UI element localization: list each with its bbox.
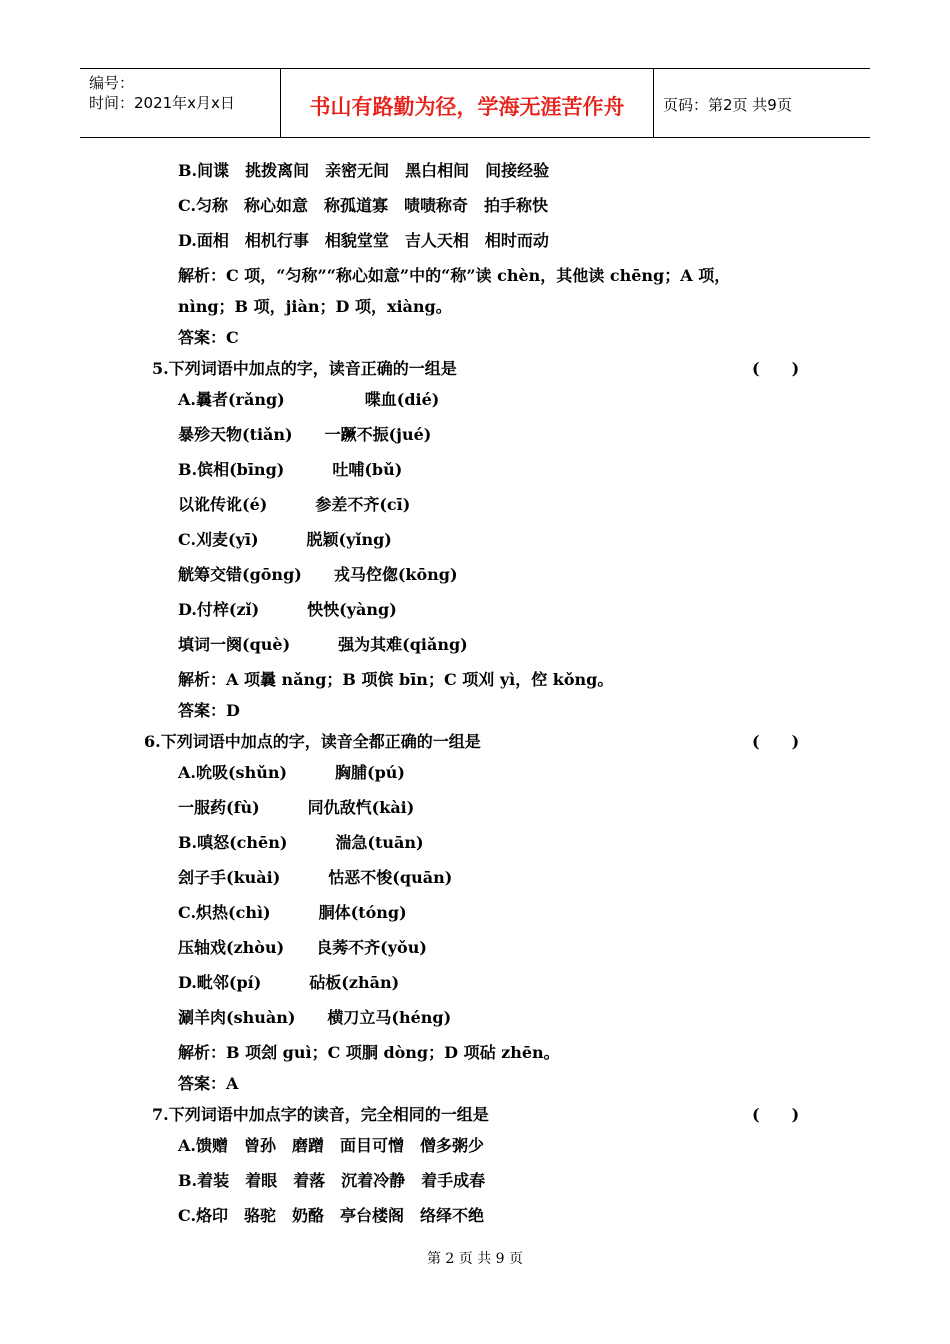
code-label: 编号： xyxy=(89,74,135,92)
option-line: 压轴戏(zhòu) 良莠不齐(yǒu) xyxy=(178,938,427,957)
option-line: A.馈赠 曾孙 磨蹭 面目可憎 僧多粥少 xyxy=(178,1136,484,1155)
answer-blank: ( ) xyxy=(752,732,800,751)
question-5: 5.下列词语中加点的字，读音正确的一组是 xyxy=(152,359,457,378)
option-line: 觥筹交错(gōng) 戎马倥偬(kōng) xyxy=(178,565,458,584)
option-line: D.毗邻(pí) 砧板(zhān) xyxy=(178,973,400,992)
header-page-cell xyxy=(654,69,870,137)
answer-line: 答案：D xyxy=(178,701,240,720)
time-label: 时间：2021年x月x日 xyxy=(89,94,235,112)
page-footer: 第 2 页 共 9 页 xyxy=(426,1251,524,1267)
question-6: 6.下列词语中加点的字，读音全都正确的一组是 xyxy=(144,732,481,751)
option-line: B.间谍 挑拨离间 亲密无间 黑白相间 间接经验 xyxy=(178,161,550,180)
motto-text: 书山有路勤为径，学海无涯苦作舟 xyxy=(309,95,625,119)
option-line: 以讹传讹(é) 参差不齐(cī) xyxy=(178,495,411,514)
option-line: A.曩者(rǎng) 喋血(dié) xyxy=(178,390,440,409)
option-line: 刽子手(kuài) 怙恶不悛(quān) xyxy=(178,868,453,887)
page-info: 页码：第2页 共9页 xyxy=(663,96,792,114)
analysis-line: 解析：A 项曩 nǎng；B 项傧 bīn；C 项刈 yì，倥 kǒng。 xyxy=(178,670,614,689)
option-line: B.嗔怒(chēn) 湍急(tuān) xyxy=(178,833,424,852)
question-7: 7.下列词语中加点字的读音，完全相同的一组是 xyxy=(152,1105,489,1124)
header-motto-cell xyxy=(281,69,654,137)
option-line: C.炽热(chì) 胴体(tóng) xyxy=(178,903,407,922)
option-line: 涮羊肉(shuàn) 横刀立马(héng) xyxy=(178,1008,452,1027)
option-line: D.付梓(zǐ) 怏怏(yàng) xyxy=(178,600,397,619)
option-line: B.傧相(bīng) 吐哺(bǔ) xyxy=(178,460,403,479)
page-header xyxy=(80,68,870,138)
analysis-line: nìng；B 项，jiàn；D 项，xiàng。 xyxy=(178,297,452,316)
option-line: C.烙印 骆驼 奶酪 亭台楼阁 络绎不绝 xyxy=(178,1206,485,1225)
answer-line: 答案：A xyxy=(178,1074,239,1093)
option-line: 填词一阕(què) 强为其难(qiǎng) xyxy=(178,635,468,654)
option-line: C.刈麦(yī) 脱颖(yǐng) xyxy=(178,530,392,549)
option-line: C.匀称 称心如意 称孤道寡 啧啧称奇 拍手称快 xyxy=(178,196,549,215)
answer-blank: ( ) xyxy=(752,359,800,378)
option-line: D.面相 相机行事 相貌堂堂 吉人天相 相时而动 xyxy=(178,231,549,250)
analysis-line: 解析：B 项刽 guì；C 项胴 dòng；D 项砧 zhēn。 xyxy=(178,1043,560,1062)
option-line: 一服药(fù) 同仇敌忾(kài) xyxy=(178,798,415,817)
option-line: 暴殄天物(tiǎn) 一蹶不振(jué) xyxy=(178,425,432,444)
answer-line: 答案：C xyxy=(178,328,239,347)
header-meta-cell xyxy=(80,69,281,137)
answer-blank: ( ) xyxy=(752,1105,800,1124)
analysis-line: 解析：C 项，“匀称”“称心如意”中的“称”读 chèn，其他读 chēng；A 项， xyxy=(178,266,731,285)
option-line: B.着装 着眼 着落 沉着冷静 着手成春 xyxy=(178,1171,486,1190)
option-line: A.吮吸(shǔn) 胸脯(pú) xyxy=(178,763,405,782)
